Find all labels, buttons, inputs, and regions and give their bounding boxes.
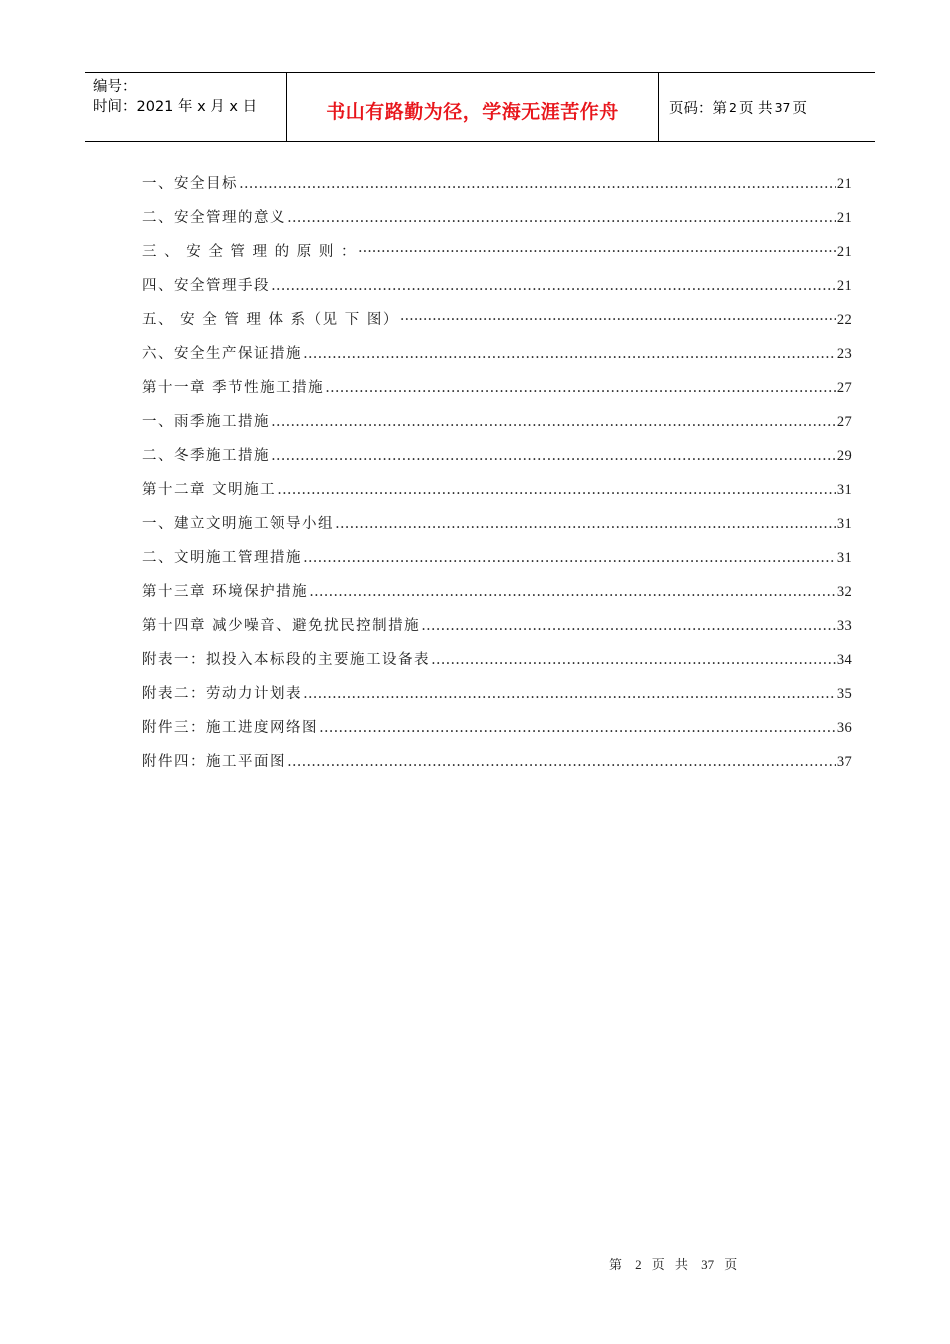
- toc-leader-dots: [325, 380, 836, 396]
- toc-entry-page: 31: [836, 550, 852, 566]
- toc-entry[interactable]: [142, 240, 852, 274]
- toc-leader-dots: [431, 652, 836, 668]
- toc-entry-page: 29: [836, 448, 852, 464]
- toc-entry[interactable]: [142, 410, 852, 444]
- toc-entry-page: 21: [836, 244, 852, 260]
- toc-entry-label: 五、 安 全 管 理 体 系（见 下 图）: [142, 312, 399, 328]
- footer-page-total: 37: [701, 1257, 715, 1272]
- toc-entry-page: 36: [836, 720, 852, 736]
- toc-entry-page: 31: [836, 516, 852, 532]
- toc-entry-label: 二、文明施工管理措施: [142, 550, 302, 566]
- toc-entry-page: 21: [836, 210, 852, 226]
- page-footer: [609, 1254, 740, 1273]
- toc-leader-dots: [303, 550, 836, 566]
- toc-entry[interactable]: [142, 546, 852, 580]
- toc-entry[interactable]: [142, 750, 852, 784]
- toc-entry[interactable]: [142, 580, 852, 614]
- toc-entry-label: 六、安全生产保证措施: [142, 346, 302, 362]
- toc-leader-dots: [358, 244, 836, 260]
- toc-entry-label: 附表二：劳动力计划表: [142, 686, 302, 702]
- toc-leader-dots: [335, 516, 836, 532]
- toc-entry-label: 一、雨季施工措施: [142, 414, 270, 430]
- toc-entry[interactable]: [142, 172, 852, 206]
- toc-entry-page: 35: [836, 686, 852, 702]
- toc-entry-label: 四、安全管理手段: [142, 278, 270, 294]
- toc-entry[interactable]: [142, 206, 852, 240]
- toc-entry[interactable]: [142, 614, 852, 648]
- toc-leader-dots: [271, 278, 836, 294]
- toc-entry-page: 23: [836, 346, 852, 362]
- toc-leader-dots: [239, 176, 836, 192]
- toc-entry-page: 21: [836, 176, 852, 192]
- document-time-label: 时间：2021 年 x 月 x 日: [93, 99, 258, 115]
- toc-entry-label: 二、冬季施工措施: [142, 448, 270, 464]
- footer-page-current: 2: [635, 1257, 642, 1272]
- toc-entry-page: 21: [836, 278, 852, 294]
- toc-entry[interactable]: [142, 444, 852, 478]
- toc-entry-label: 一、安全目标: [142, 176, 238, 192]
- toc-entry-page: 31: [836, 482, 852, 498]
- header-page-current: 2: [729, 99, 737, 115]
- toc-entry-label: 三 、 安 全 管 理 的 原 则 ：: [142, 244, 357, 260]
- toc-entry-page: 22: [836, 312, 852, 328]
- toc-leader-dots: [303, 686, 836, 702]
- page-header: [85, 72, 875, 142]
- toc-leader-dots: [400, 312, 836, 328]
- header-page-prefix: 页码：第: [669, 100, 727, 117]
- toc-leader-dots: [271, 448, 836, 464]
- footer-mid: 页 共: [651, 1258, 691, 1273]
- toc-leader-dots: [319, 720, 836, 736]
- header-info-cell: [85, 73, 286, 141]
- header-page-mid: 页 共: [738, 100, 773, 117]
- toc-entry[interactable]: [142, 682, 852, 716]
- toc-leader-dots: [421, 618, 836, 634]
- toc-leader-dots: [287, 210, 836, 226]
- header-page-total: 37: [774, 99, 791, 115]
- toc-leader-dots: [271, 414, 836, 430]
- toc-entry-label: 一、建立文明施工领导小组: [142, 516, 334, 532]
- toc-entry[interactable]: [142, 274, 852, 308]
- toc-leader-dots: [309, 584, 836, 600]
- header-page-cell: [659, 73, 875, 141]
- toc-entry-page: 27: [836, 414, 852, 430]
- toc-leader-dots: [287, 754, 836, 770]
- toc-entry-label: 第十一章 季节性施工措施: [142, 380, 325, 396]
- toc-leader-dots: [277, 482, 836, 498]
- toc-entry-label: 第十三章 环境保护措施: [142, 584, 309, 600]
- header-motto: 书山有路勤为径，学海无涯苦作舟: [326, 100, 619, 123]
- document-number-label: 编号：: [93, 79, 137, 95]
- toc-entry[interactable]: [142, 376, 852, 410]
- header-page-suffix: 页: [792, 100, 807, 117]
- toc-entry-page: 27: [836, 380, 852, 396]
- toc-entry-page: 34: [836, 652, 852, 668]
- toc-entry[interactable]: [142, 512, 852, 546]
- header-motto-cell: [286, 73, 659, 141]
- toc-entry-label: 第十四章 减少噪音、避免扰民控制措施: [142, 618, 421, 634]
- toc-entry[interactable]: [142, 648, 852, 682]
- table-of-contents: [142, 172, 852, 784]
- toc-entry-label: 第十二章 文明施工: [142, 482, 277, 498]
- toc-entry-label: 附件四：施工平面图: [142, 754, 286, 770]
- footer-suffix: 页: [724, 1258, 741, 1273]
- toc-entry[interactable]: [142, 716, 852, 750]
- toc-entry-page: 32: [836, 584, 852, 600]
- toc-entry-label: 二、安全管理的意义: [142, 210, 286, 226]
- toc-entry-label: 附件三：施工进度网络图: [142, 720, 318, 736]
- toc-entry-label: 附表一：拟投入本标段的主要施工设备表: [142, 652, 430, 668]
- toc-entry[interactable]: [142, 308, 852, 342]
- toc-entry-page: 33: [836, 618, 852, 634]
- footer-prefix: 第: [609, 1258, 626, 1273]
- toc-entry[interactable]: [142, 342, 852, 376]
- toc-leader-dots: [303, 346, 836, 362]
- toc-entry-page: 37: [836, 754, 852, 770]
- toc-entry[interactable]: [142, 478, 852, 512]
